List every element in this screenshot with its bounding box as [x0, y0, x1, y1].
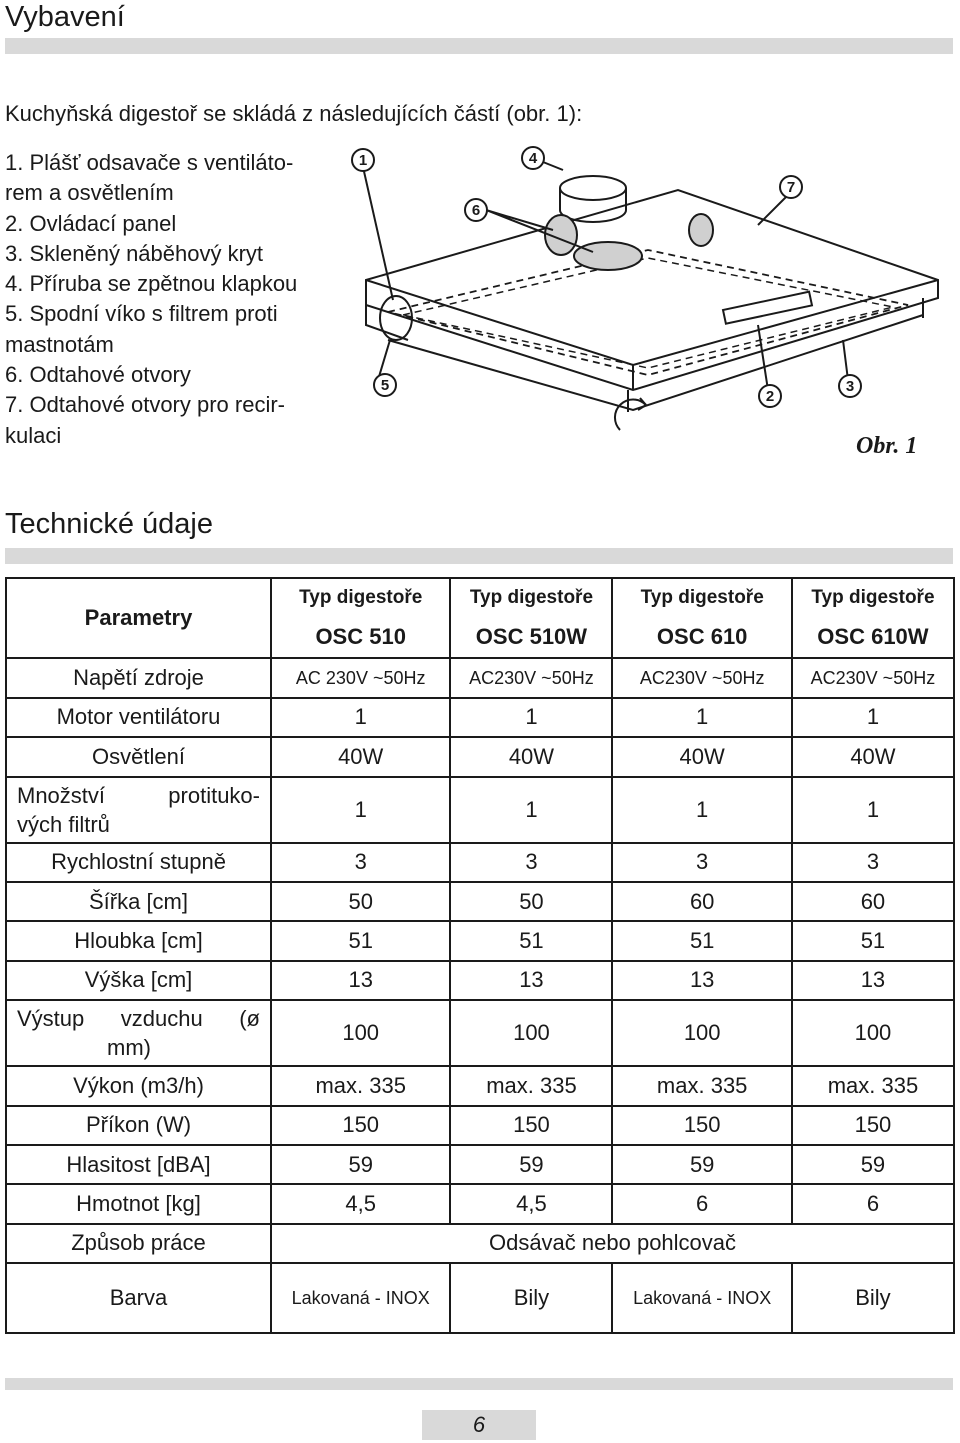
cell: 40W — [792, 737, 954, 776]
cell: Lakovaná - INOX — [271, 1263, 450, 1333]
cell: 40W — [271, 737, 450, 776]
cell: 4,5 — [271, 1184, 450, 1223]
table-row — [6, 658, 954, 697]
row-label: Hmotnot [kg] — [6, 1184, 271, 1223]
model-name: OSC 510W — [450, 617, 612, 658]
cell: 1 — [450, 698, 612, 737]
callout-2-text: 2 — [765, 388, 775, 405]
cell: 13 — [792, 961, 954, 1000]
parts-list-item: 7. Odtahové otvory pro recir- — [5, 392, 286, 418]
cell: max. 335 — [612, 1066, 791, 1105]
cell: 40W — [450, 737, 612, 776]
table-row — [6, 777, 954, 843]
row-label: Hlasitost [dBA] — [6, 1145, 271, 1184]
hood-diagram — [348, 140, 958, 470]
cell: 3 — [792, 843, 954, 882]
row-label: Barva — [6, 1263, 271, 1333]
callout-3-text: 3 — [845, 378, 855, 395]
row-label: Napětí zdroje — [6, 658, 271, 697]
callout-1-text: 1 — [358, 152, 368, 169]
intro-text: Kuchyňská digestoř se skládá z následujících částí (obr. 1): — [5, 101, 583, 126]
model-name: OSC 610 — [612, 617, 791, 658]
cell: AC230V ~50Hz — [612, 658, 791, 697]
row-label: Příkon (W) — [6, 1106, 271, 1145]
row-label-line: vých filtrů — [17, 811, 110, 837]
row-label — [6, 1000, 271, 1066]
type-label: Typ digestoře — [612, 578, 791, 617]
table-row — [6, 1184, 954, 1223]
table-row — [6, 698, 954, 737]
cell: 3 — [612, 843, 791, 882]
cell: 1 — [612, 777, 791, 843]
cell: 60 — [792, 882, 954, 921]
type-label: Typ digestoře — [271, 578, 450, 617]
row-label: Hloubka [cm] — [6, 921, 271, 960]
parts-list-item: 3. Skleněný náběhový kryt — [5, 240, 264, 266]
cell: 3 — [450, 843, 612, 882]
model-name: OSC 510 — [271, 617, 450, 658]
parts-list-item: kulaci — [5, 422, 62, 448]
callout-7-text: 7 — [786, 179, 796, 196]
cell-merged: Odsávač nebo pohlcovač — [271, 1224, 954, 1263]
cell: 6 — [612, 1184, 791, 1223]
spec-table — [5, 577, 955, 1334]
row-label-line: Výstup vzduchu (ø — [17, 1006, 260, 1032]
cell: 1 — [271, 698, 450, 737]
parts-list-item: 1. Plášť odsavače s ventiláto- — [5, 150, 294, 175]
cell: 50 — [450, 882, 612, 921]
figure-label: Obr. 1 — [856, 433, 918, 459]
callout-6-text: 6 — [471, 202, 481, 219]
cell: 51 — [612, 921, 791, 960]
cell: Bily — [792, 1263, 954, 1333]
table-row — [6, 1263, 954, 1333]
callout-5-text: 5 — [380, 377, 390, 394]
cell: 150 — [612, 1106, 791, 1145]
cell: 51 — [271, 921, 450, 960]
cell: 150 — [450, 1106, 612, 1145]
model-name: OSC 610W — [792, 617, 954, 658]
table-row — [6, 1000, 954, 1066]
tech-rule — [5, 548, 953, 564]
cell: max. 335 — [450, 1066, 612, 1105]
row-label: Osvětlení — [6, 737, 271, 776]
table-row — [6, 843, 954, 882]
callout-4-text: 4 — [528, 150, 538, 167]
cell: 59 — [271, 1145, 450, 1184]
row-label — [6, 777, 271, 843]
table-row — [6, 1106, 954, 1145]
cell: 60 — [612, 882, 791, 921]
cell: 13 — [450, 961, 612, 1000]
cell: 1 — [792, 777, 954, 843]
table-header-row — [6, 578, 954, 617]
cell: 13 — [271, 961, 450, 1000]
cell: AC230V ~50Hz — [450, 658, 612, 697]
footer-rule — [5, 1378, 953, 1390]
table-row — [6, 1224, 954, 1263]
cell: AC 230V ~50Hz — [271, 658, 450, 697]
tech-title: Technické údaje — [5, 508, 213, 540]
parts-list-item: mastnotám — [5, 331, 114, 357]
table-row — [6, 882, 954, 921]
cell: 100 — [792, 1000, 954, 1066]
cell: max. 335 — [271, 1066, 450, 1105]
table-row — [6, 961, 954, 1000]
row-label: Výška [cm] — [6, 961, 271, 1000]
parts-list — [5, 148, 345, 451]
row-label: Způsob práce — [6, 1224, 271, 1263]
row-label: Motor ventilátoru — [6, 698, 271, 737]
cell: 1 — [271, 777, 450, 843]
cell: 40W — [612, 737, 791, 776]
row-label: Výkon (m3/h) — [6, 1066, 271, 1105]
cell: 51 — [792, 921, 954, 960]
row-label: Šířka [cm] — [6, 882, 271, 921]
cell: 13 — [612, 961, 791, 1000]
table-row — [6, 1066, 954, 1105]
cell: 1 — [792, 698, 954, 737]
row-label-line: Množství protituko- — [17, 782, 260, 808]
parts-list-item: 2. Ovládací panel — [5, 210, 177, 236]
parts-list-item: 5. Spodní víko s filtrem proti — [5, 301, 278, 327]
cell: Bily — [450, 1263, 612, 1333]
table-row — [6, 921, 954, 960]
row-label-line: mm) — [107, 1035, 151, 1061]
cell: 100 — [271, 1000, 450, 1066]
cell: max. 335 — [792, 1066, 954, 1105]
page-number: 6 — [422, 1410, 536, 1440]
cell: 59 — [792, 1145, 954, 1184]
cell: 100 — [612, 1000, 791, 1066]
cell: 1 — [612, 698, 791, 737]
row-label: Rychlostní stupně — [6, 843, 271, 882]
parts-list-item: rem a osvětlením — [5, 180, 174, 206]
parts-list-item: 4. Příruba se zpětnou klapkou — [5, 271, 298, 297]
cell: 150 — [271, 1106, 450, 1145]
table-row — [6, 737, 954, 776]
cell: 4,5 — [450, 1184, 612, 1223]
cell: 150 — [792, 1106, 954, 1145]
cell: 59 — [450, 1145, 612, 1184]
type-label: Typ digestoře — [792, 578, 954, 617]
cell: 100 — [450, 1000, 612, 1066]
cell: 50 — [271, 882, 450, 921]
cell: 51 — [450, 921, 612, 960]
section-rule — [5, 38, 953, 54]
cell: 59 — [612, 1145, 791, 1184]
section-title: Vybavení — [5, 1, 125, 33]
cell: Lakovaná - INOX — [612, 1263, 791, 1333]
cell: 3 — [271, 843, 450, 882]
table-row — [6, 1145, 954, 1184]
cell: 6 — [792, 1184, 954, 1223]
type-label: Typ digestoře — [450, 578, 612, 617]
param-header: Parametry — [6, 578, 271, 658]
cell: 1 — [450, 777, 612, 843]
cell: AC230V ~50Hz — [792, 658, 954, 697]
parts-list-item: 6. Odtahové otvory — [5, 362, 191, 388]
